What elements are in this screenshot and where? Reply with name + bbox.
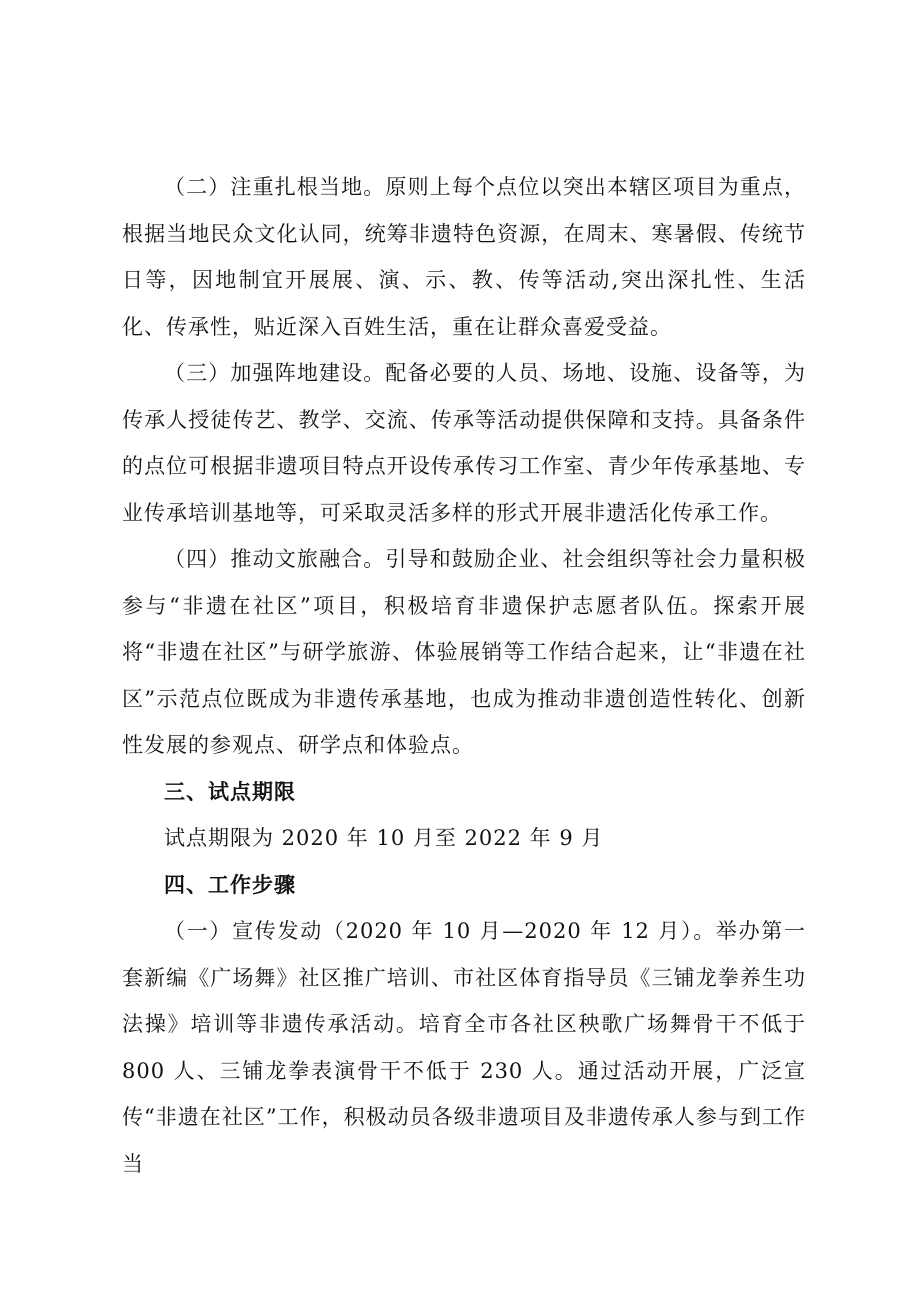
section-heading-pilot-period: 三、试点期限 [164,779,296,804]
paragraph-pilot-period: 试点期限为 2020 年 10 月至 2022 年 9 月 [164,826,604,850]
paragraph-base-construction: （三）加强阵地建设。配备必要的人员、场地、设施、设备等，为传承人授徒传艺、教学、交流、传承等活动提供保障和支持。具备条件的点位可根据非遗项目特点开设传承传习工作室、青少年传承基地、专业传承培训基地等，可采取灵活多样的形式开展非遗活化传承工作。 [122,361,806,525]
section-heading-work-steps: 四、工作步骤 [164,872,296,897]
paragraph-rooted-locally: （二）注重扎根当地。原则上每个点位以突出本辖区项目为重点，根据当地民众文化认同，统筹非遗特色资源，在周末、寒暑假、传统节日等，因地制宜开展展、演、示、教、传等活动,突出深扎性、生活化、传承性，贴近深入百姓生活，重在让群众喜爱受益。 [122,175,806,339]
paragraph-publicity: （一）宣传发动（2020 年 10 月—2020 年 12 月）。举办第一套新编《广场舞》社区推广培训、市社区体育指导员《三铺龙拳养生功法操》培训等非遗传承活动。培育全市各社区秧歌广场舞骨干不低于 800 人、三铺龙拳表演骨干不低于 230 人。通过活动开展，广泛宣传“非遗在社区”工作，积极动员各级非遗项目及非遗传承人参与到工作当 [122,919,806,1176]
paragraph-culture-tourism: （四）推动文旅融合。引导和鼓励企业、社会组织等社会力量积极参与“非遗在社区”项目，积极培育非遗保护志愿者队伍。探索开展将“非遗在社区”与研学旅游、体验展销等工作结合起来，让“非遗在社区”示范点位既成为非遗传承基地，也成为推动非遗创造性转化、创新性发展的参观点、研学点和体验点。 [122,547,806,757]
document-body [122,164,806,1187]
